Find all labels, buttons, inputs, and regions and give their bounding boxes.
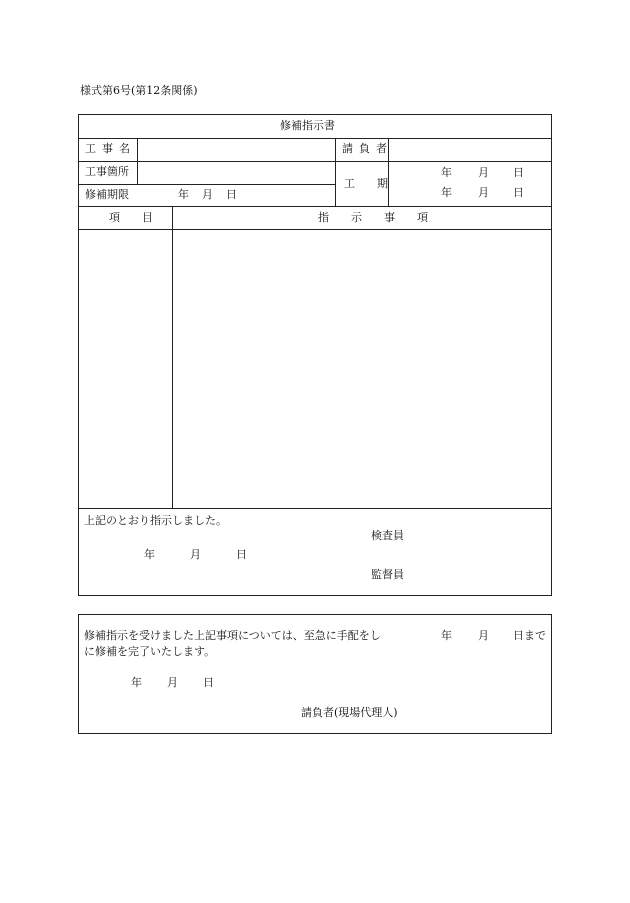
contractor-label: 請負者 bbox=[342, 142, 393, 155]
period-end-day: 日 bbox=[513, 186, 524, 199]
instruction-statement: 上記のとおり指示しました。 bbox=[84, 514, 227, 527]
construction-period-label: 工期 bbox=[344, 177, 410, 190]
deadline-month: 月 bbox=[202, 188, 213, 201]
deadline-day: 日 bbox=[226, 188, 237, 201]
item-column-header: 項目 bbox=[109, 211, 175, 224]
period-start-day: 日 bbox=[513, 166, 524, 179]
divider bbox=[137, 138, 138, 184]
construction-site-label: 工事箇所 bbox=[85, 165, 129, 178]
construction-name-label: 工事名 bbox=[85, 142, 136, 155]
acknowledgement-date-month: 月 bbox=[167, 676, 178, 689]
instruction-date-year: 年 bbox=[144, 548, 155, 561]
deadline-year: 年 bbox=[178, 188, 189, 201]
form-title: 修補指示書 bbox=[280, 119, 335, 132]
period-start-month: 月 bbox=[478, 166, 489, 179]
inspector-label: 検査員 bbox=[371, 529, 404, 542]
contractor-signature-label: 請負者(現場代理人) bbox=[301, 706, 398, 719]
divider bbox=[78, 184, 335, 185]
period-start-year: 年 bbox=[441, 166, 452, 179]
divider bbox=[78, 229, 552, 230]
divider bbox=[335, 138, 336, 206]
repair-deadline-label: 修補期限 bbox=[85, 188, 129, 201]
completion-until: 日まで bbox=[513, 629, 546, 642]
acknowledgement-line2: に修補を完了いたします。 bbox=[84, 645, 216, 658]
supervisor-label: 監督員 bbox=[371, 568, 404, 581]
divider bbox=[172, 206, 173, 508]
acknowledgement-date-day: 日 bbox=[203, 676, 214, 689]
instructions-column-header: 指示事項 bbox=[318, 211, 450, 224]
period-end-year: 年 bbox=[441, 186, 452, 199]
form-label: 様式第6号(第12条関係) bbox=[80, 84, 198, 97]
instruction-date-day: 日 bbox=[236, 548, 247, 561]
period-end-month: 月 bbox=[478, 186, 489, 199]
divider bbox=[78, 508, 552, 509]
divider bbox=[78, 138, 552, 139]
completion-year: 年 bbox=[441, 629, 452, 642]
instruction-date-month: 月 bbox=[190, 548, 201, 561]
acknowledgement-date-year: 年 bbox=[131, 676, 142, 689]
acknowledgement-line1: 修補指示を受けました上記事項については、至急に手配をし bbox=[84, 629, 381, 642]
completion-month: 月 bbox=[478, 629, 489, 642]
divider bbox=[78, 206, 552, 207]
divider bbox=[78, 161, 552, 162]
